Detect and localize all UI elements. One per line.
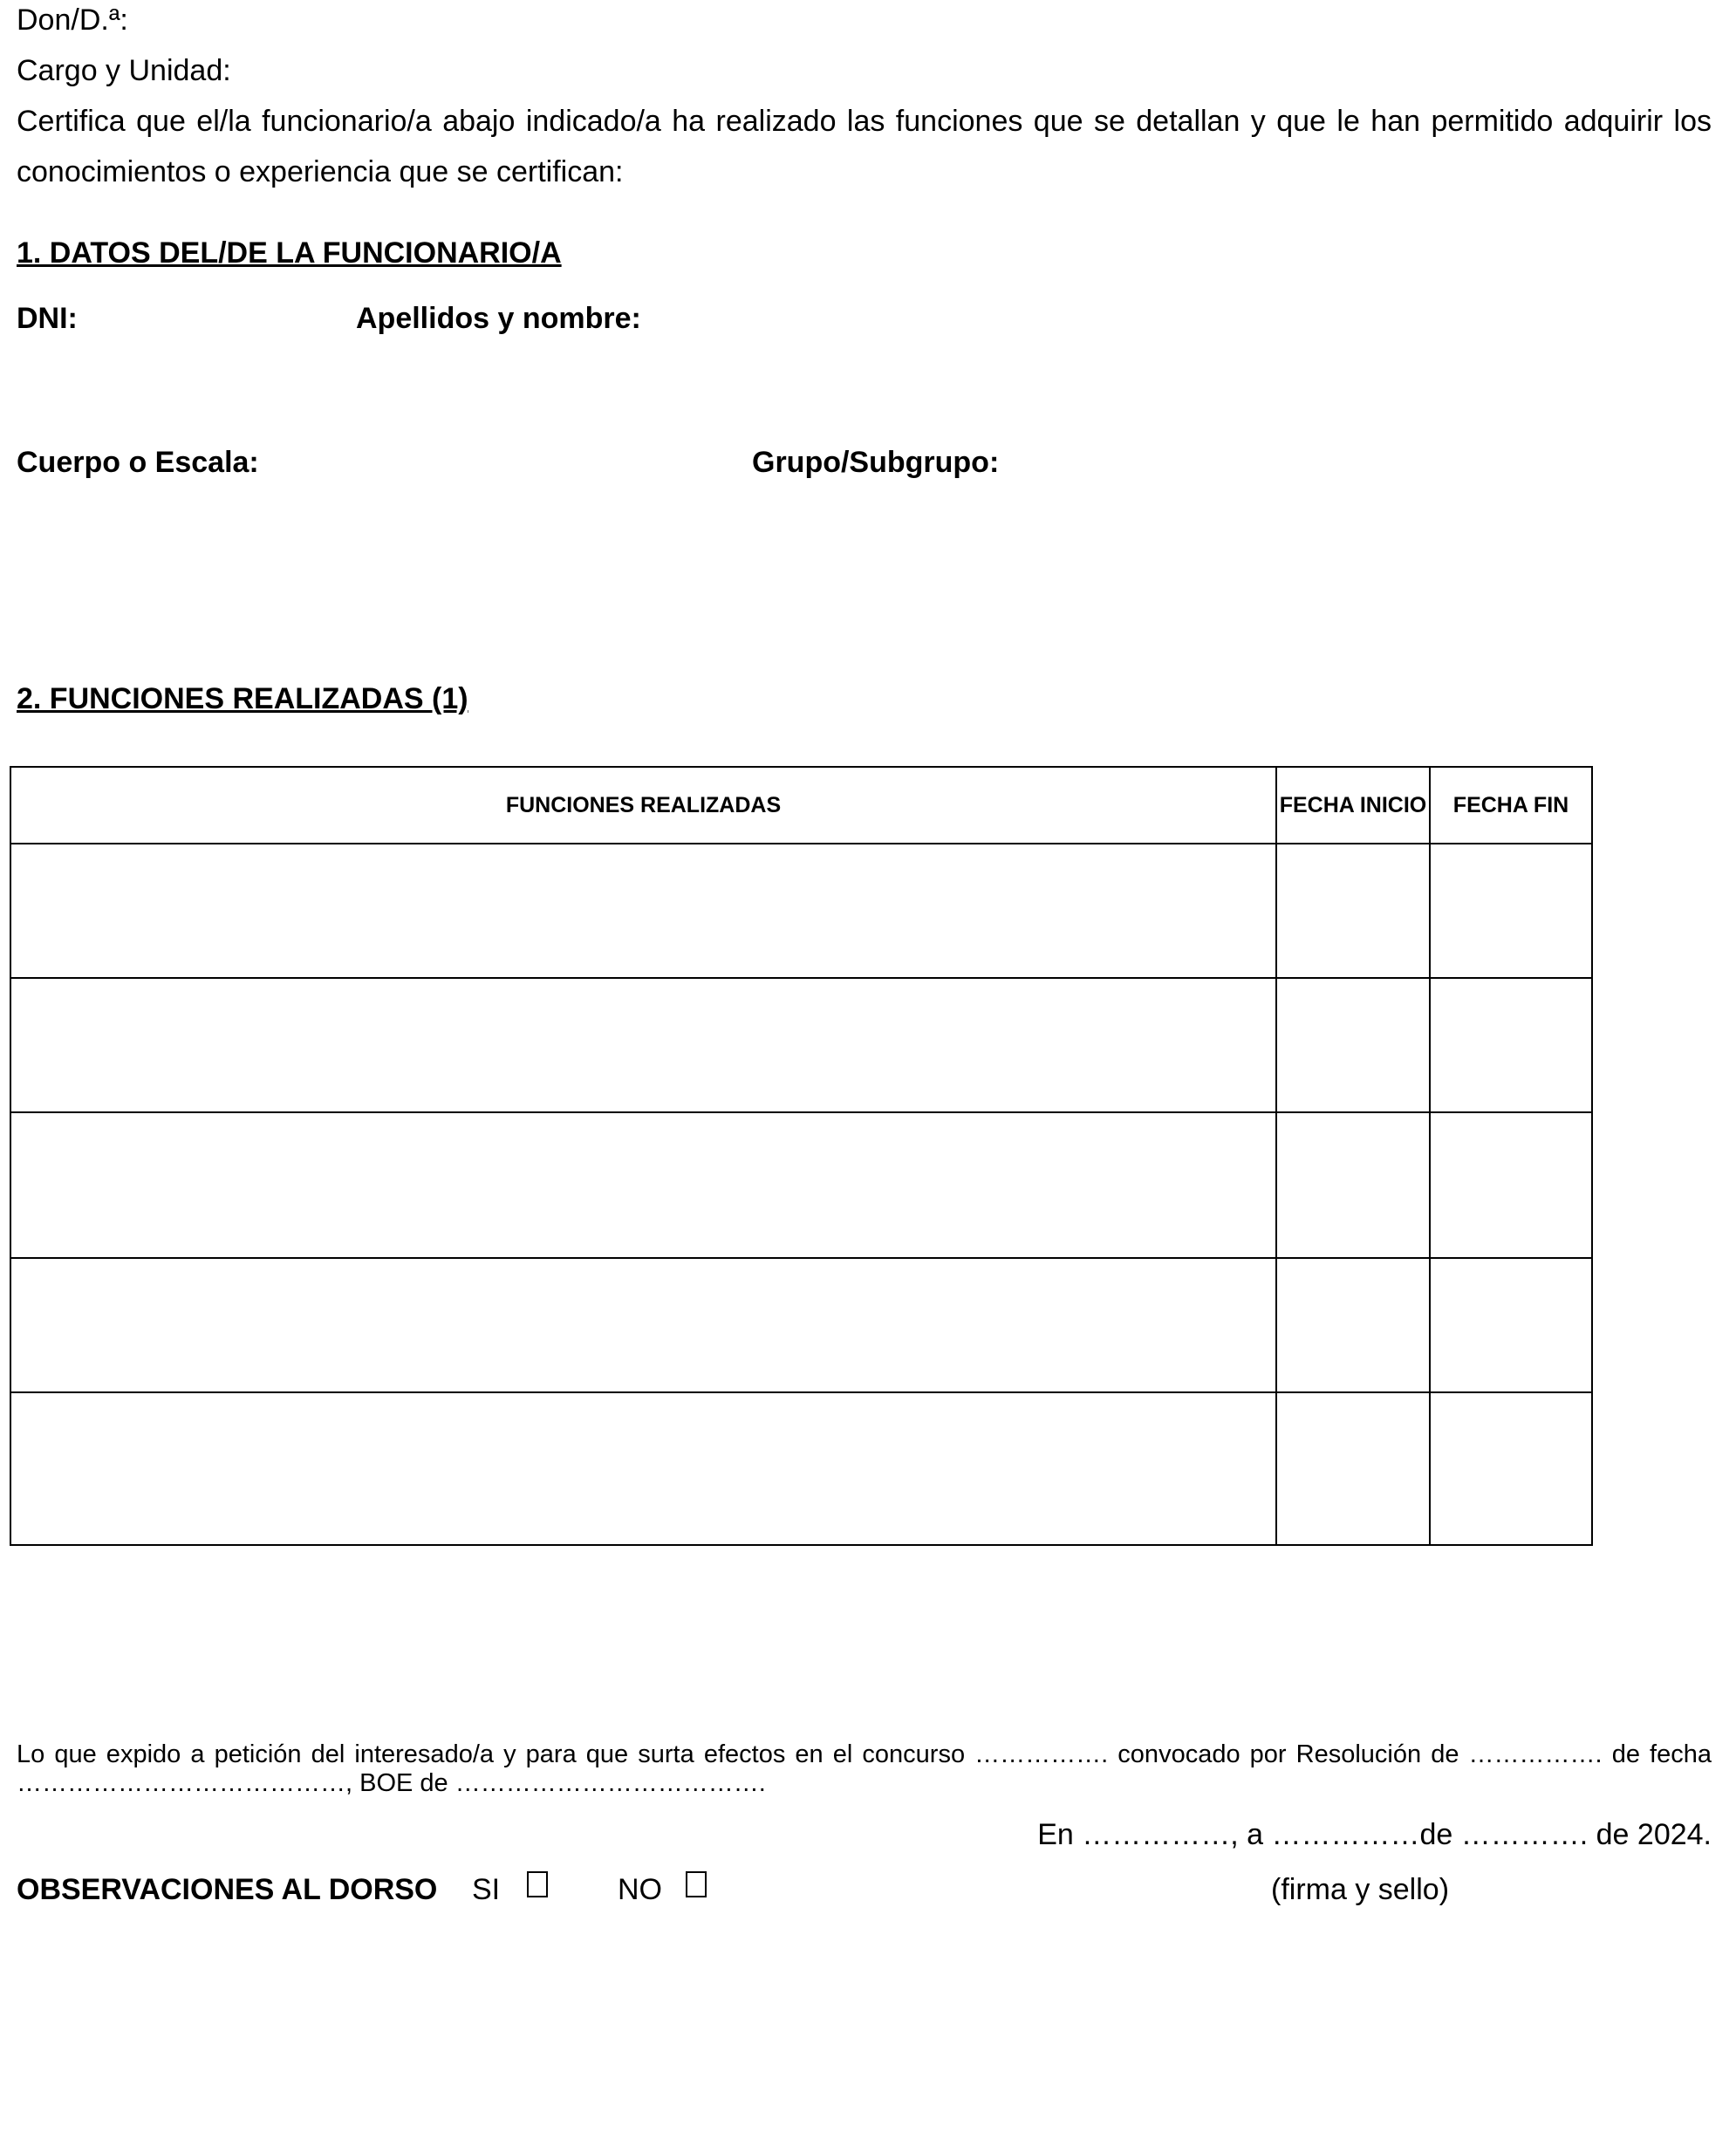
fecha-fin-cell[interactable]	[1430, 1112, 1592, 1258]
funcion-cell[interactable]	[10, 1112, 1276, 1258]
don-label: Don/D.ª:	[17, 3, 128, 37]
funciones-table	[10, 766, 1593, 1546]
header-fecha-inicio: FECHA INICIO	[1276, 767, 1430, 844]
table-row	[10, 1258, 1592, 1392]
table-row	[10, 978, 1592, 1112]
observaciones-label: OBSERVACIONES AL DORSO	[17, 1873, 438, 1906]
apellidos-nombre-label: Apellidos y nombre:	[356, 302, 641, 335]
place-date-line: En ……………, a ……………de …………. de 2024.	[1037, 1818, 1712, 1851]
cuerpo-escala-label: Cuerpo o Escala:	[17, 446, 259, 479]
table-header-row	[10, 767, 1592, 844]
fecha-inicio-cell[interactable]	[1276, 844, 1430, 978]
si-checkbox[interactable]	[527, 1871, 548, 1897]
fecha-inicio-cell[interactable]	[1276, 1112, 1430, 1258]
expido-paragraph: Lo que expido a petición del interesado/a y para que surta efectos en el concurso ……………. convocado por Resolución de ……………. de fecha …………………………………, BOE de ……………………………….	[17, 1740, 1712, 1797]
header-fecha-fin: FECHA FIN	[1430, 767, 1592, 844]
fecha-fin-cell[interactable]	[1430, 844, 1592, 978]
section-2-title: 2. FUNCIONES REALIZADAS (1)	[17, 682, 468, 715]
fecha-inicio-cell[interactable]	[1276, 1392, 1430, 1545]
section-1-title: 1. DATOS DEL/DE LA FUNCIONARIO/A	[17, 236, 562, 270]
fecha-inicio-cell[interactable]	[1276, 1258, 1430, 1392]
grupo-subgrupo-label: Grupo/Subgrupo:	[752, 446, 1000, 479]
funcion-cell[interactable]	[10, 844, 1276, 978]
table-row	[10, 1112, 1592, 1258]
no-checkbox[interactable]	[686, 1871, 707, 1897]
si-label: SI	[472, 1873, 501, 1906]
table-row	[10, 844, 1592, 978]
table-row	[10, 1392, 1592, 1545]
funcion-cell[interactable]	[10, 1392, 1276, 1545]
fecha-fin-cell[interactable]	[1430, 1392, 1592, 1545]
dni-label: DNI:	[17, 302, 78, 335]
fecha-fin-cell[interactable]	[1430, 1258, 1592, 1392]
fecha-fin-cell[interactable]	[1430, 978, 1592, 1112]
funcion-cell[interactable]	[10, 978, 1276, 1112]
fecha-inicio-cell[interactable]	[1276, 978, 1430, 1112]
header-funciones-realizadas: FUNCIONES REALIZADAS	[10, 767, 1276, 844]
firma-sello-label: (firma y sello)	[1271, 1873, 1450, 1906]
cargo-unidad-label: Cargo y Unidad:	[17, 54, 231, 87]
certifica-paragraph: Certifica que el/la funcionario/a abajo indicado/a ha realizado las funciones que se detallan y que le han permitido adquirir los conocimientos o experiencia que se certifican:	[17, 105, 1712, 188]
funcion-cell[interactable]	[10, 1258, 1276, 1392]
no-label: NO	[618, 1873, 662, 1906]
